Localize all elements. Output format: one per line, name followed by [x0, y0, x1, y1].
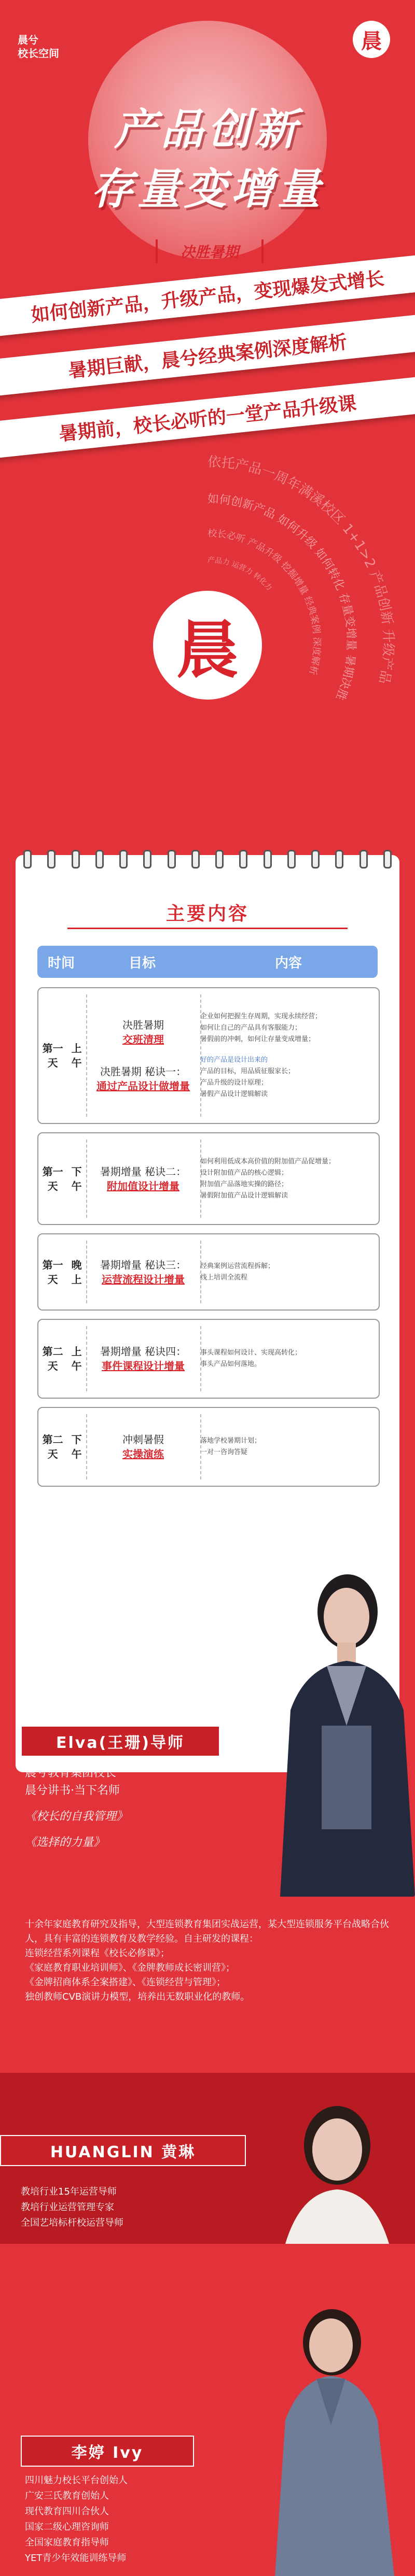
person3-bio-1: 四川魅力校长平台创始人 — [25, 2475, 128, 2486]
goal-text: 事件课程设计增量 — [102, 1360, 185, 1372]
ring-text-2: 如何创新产品 如何升级 如何转化 存量变增量 暑期决胜 — [207, 492, 358, 702]
row-content — [200, 1234, 371, 1310]
person3-namebar: 李婷 Ivy — [21, 2436, 194, 2467]
table-row — [37, 1132, 380, 1225]
row-time: 第一天 下午 — [42, 1165, 82, 1192]
spiral-ring-icon — [335, 850, 343, 869]
header-goal: 目标 — [128, 955, 156, 971]
content-line: 附加值产品落地实操的路径； — [200, 1180, 288, 1188]
header-content: 内容 — [274, 955, 302, 971]
row-content — [200, 1408, 371, 1486]
content-line: 好的产品是设计出来的 — [200, 1056, 268, 1064]
spiral-ring-icon — [264, 850, 272, 869]
hero-band-2: 暑期巨献，晨兮经典案例深度解析 — [0, 314, 415, 396]
spiral-ring-icon — [72, 850, 80, 869]
person1-headline — [25, 1764, 253, 1852]
content-line: 线上培训全流程 — [200, 1273, 248, 1282]
person1-headline-2: 晨兮讲书·当下名师 — [25, 1784, 120, 1797]
header-time: 时间 — [47, 955, 75, 971]
brand-name: 晨兮 — [18, 34, 38, 46]
person1-course-4: 独创教师CVB演讲力模型，培养出无数职业化的教师。 — [25, 1991, 250, 2002]
row-goal — [86, 1408, 200, 1486]
row-time: 第一天 晚上 — [42, 1258, 82, 1286]
spiral-ring-icon — [239, 850, 247, 869]
brand-logo — [18, 33, 80, 60]
content-line: 设计附加值产品的核心逻辑； — [200, 1169, 288, 1177]
row-goal — [86, 988, 200, 1123]
hero-band-3: 暑期前，校长必听的一堂产品升级课 — [0, 376, 415, 458]
row-content — [200, 988, 371, 1123]
content-line: 事头课程如何设计、实现高转化； — [200, 1349, 302, 1357]
spiral-ring-icon — [215, 850, 224, 869]
table-row — [37, 1233, 380, 1311]
row-goal — [86, 1234, 200, 1310]
content-line: 产品的目标，用品质征服家长； — [200, 1068, 295, 1075]
goal-text: 交班清理 — [122, 1033, 164, 1046]
content-line: 事头产品如何落地。 — [200, 1360, 261, 1368]
person2-bio — [21, 2184, 259, 2231]
hero-title-line2: 存量变增量 — [91, 165, 324, 214]
table-header — [37, 946, 378, 978]
spiral-ring-icon — [359, 850, 368, 869]
center-seal-icon: 晨 — [153, 591, 262, 700]
person2-bio-1: 教培行业15年运营导师 — [21, 2186, 117, 2197]
person3-bio-2: 广安三氏教育创始人 — [25, 2490, 109, 2501]
row-goal — [86, 1133, 200, 1224]
person1-namebar: Elva(王珊)导师 — [21, 1726, 220, 1757]
hero-title-line1: 产品创新 — [114, 105, 301, 154]
person1-course-1: 连锁经营系列课程《校长必修课》； — [25, 1948, 170, 1959]
content-line: 如何利用低成本高价值的附加值产品促增量； — [200, 1157, 336, 1165]
content-line: 经典案例运营流程拆解； — [200, 1262, 275, 1270]
row-goal — [86, 1320, 200, 1398]
ring-text-1: 依托产品一周年满溪校区 1+1>2 产品创新 升级产品 — [207, 454, 396, 686]
goal-text: 暑期增量 秘诀二： — [100, 1165, 187, 1178]
content-line: 产品升级的设计原理； — [200, 1079, 268, 1087]
spiral-ring-icon — [287, 850, 296, 869]
person3-bio-5: 全国家庭教育指导师 — [25, 2537, 109, 2548]
person3-bio — [25, 2473, 243, 2566]
spiral-ring-icon — [95, 850, 104, 869]
hero-subtitle: 决胜暑期 — [156, 239, 264, 263]
ring-text-4: 产品力 运营力 转化力 — [207, 556, 274, 592]
content-line: 一对一咨询答疑 — [200, 1448, 248, 1456]
row-time: 第二天 下午 — [42, 1433, 82, 1460]
person2-namebar: HUANGLIN 黄琳 — [0, 2135, 246, 2166]
goal-text: 暑期增量 秘诀三： — [100, 1258, 187, 1271]
goal-text: 冲刺暑假 — [122, 1433, 164, 1446]
person1-headline-1: 晨兮教育集团校长 — [25, 1767, 117, 1780]
spiral-ring-icon — [23, 850, 32, 869]
goal-text: 决胜暑期 — [122, 1019, 164, 1031]
row-content — [200, 1133, 371, 1224]
person3-bio-6: YET青少年效能训练导师 — [25, 2553, 127, 2564]
brand-subtitle: 校长空间 — [18, 47, 59, 60]
person2-bio-2: 教培行业运营管理专家 — [21, 2202, 114, 2213]
goal-text: 通过产品设计做增量 — [96, 1080, 190, 1092]
row-time: 第二天 上午 — [42, 1345, 82, 1372]
content-line: 落地学校暑期计划； — [200, 1437, 261, 1445]
goal-text: 运营流程设计增量 — [102, 1273, 185, 1286]
ring-text-3: 校长必听 产品升级 挖掘增量 经典案例 深度解析 — [207, 528, 323, 676]
person2-photo — [270, 2088, 405, 2244]
spiral-ring-icon — [119, 850, 128, 869]
table-row — [37, 1407, 380, 1487]
content-line: 暑假前的冲刺，如何让存量变成增量； — [200, 1035, 315, 1043]
hero-section — [0, 0, 415, 845]
goal-text: 决胜暑期 秘诀一： — [100, 1065, 187, 1078]
person3-photo — [244, 2290, 410, 2576]
person1-photo — [259, 1555, 415, 1897]
hero-band-1: 如何创新产品，升级产品，变现爆发式增长 — [0, 254, 415, 336]
title-underline — [67, 928, 348, 929]
spiral-ring-icon — [47, 850, 56, 869]
spiral-ring-icon — [191, 850, 200, 869]
spiral-ring-icon — [383, 850, 392, 869]
person1-course-2: 《家庭教育职业培训师》、《金牌教师成长密训营》； — [25, 1962, 235, 1973]
table-row — [37, 1319, 380, 1399]
person1-summary-text: 十余年家庭教育研究及指导，大型连锁教育集团实战运营，某大型连锁服务平台战略合伙人，具有丰富的连锁教育及教学经验。自主研发的课程： — [25, 1919, 389, 1944]
goal-text: 实操演练 — [122, 1448, 164, 1460]
person1-book-2: 《选择的力量》 — [25, 1836, 105, 1849]
goal-text: 附加值设计增量 — [107, 1179, 179, 1192]
content-line: 暑假附加值产品设计逻辑解读 — [200, 1191, 288, 1200]
person3-bio-4: 国家二级心理咨询师 — [25, 2522, 109, 2532]
row-content — [200, 1320, 371, 1398]
person1-book-1: 《校长的自我管理》 — [25, 1810, 128, 1823]
person3-bio-3: 现代教育四川合伙人 — [25, 2506, 109, 2517]
person1-summary — [25, 1917, 398, 2004]
seal-icon: 晨 — [353, 21, 390, 58]
person1-course-3: 《金牌招商体系全案搭建》、《连锁经营与管理》； — [25, 1977, 226, 1988]
spiral-ring-icon — [311, 850, 320, 869]
content-line: 如何让自己的产品具有客服能力； — [200, 1024, 302, 1032]
row-time: 第一天 上午 — [42, 1042, 82, 1069]
spiral-ring-icon — [143, 850, 151, 869]
content-line: 暑假产品设计逻辑解读 — [200, 1090, 268, 1098]
main-content-title: 主要内容 — [165, 903, 249, 924]
spiral-ring-icon — [168, 850, 176, 869]
person2-bio-3: 全国艺培标杆校运营导师 — [21, 2217, 123, 2228]
content-line: 企业如何把握生存周期，实现永续经营； — [200, 1013, 322, 1020]
notebook-spiral — [16, 850, 399, 865]
goal-text: 暑期增量 秘诀四： — [100, 1345, 187, 1358]
table-row — [37, 987, 380, 1124]
